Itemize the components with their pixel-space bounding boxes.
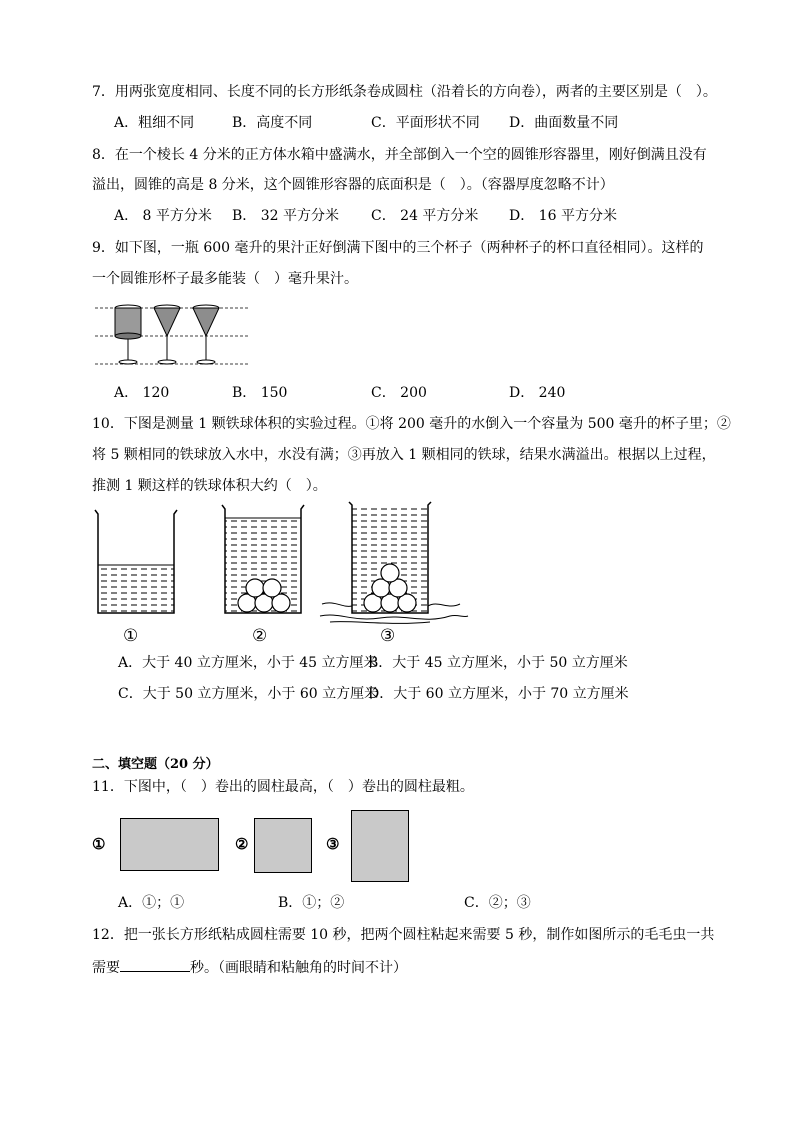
q9-cups-figure bbox=[95, 300, 255, 370]
q8-stem-line2: 溢出，圆锥的高是 8 分米，这个圆锥形容器的底面积是（ ）。（容器厚度忽略不计） bbox=[92, 177, 614, 193]
cylinder-cup-icon bbox=[115, 305, 141, 364]
q10-option-b[interactable]: B．大于 45 立方厘米，小于 50 立方厘米 bbox=[368, 655, 628, 671]
q11-option-b[interactable]: B．①；② bbox=[278, 895, 345, 911]
q11-option-a[interactable]: A．①；① bbox=[118, 895, 185, 911]
q8-option-a[interactable]: A． 8 平方分米 bbox=[114, 208, 212, 224]
cone-cup-icon bbox=[193, 305, 219, 364]
beaker-2-label: ② bbox=[252, 626, 268, 646]
rect-1-label: ① bbox=[92, 835, 106, 853]
q10-option-a[interactable]: A．大于 40 立方厘米，小于 45 立方厘米 bbox=[118, 655, 378, 671]
q8-option-b[interactable]: B． 32 平方分米 bbox=[232, 208, 340, 224]
q12-suffix: 秒。（画眼睛和粘触角的时间不计） bbox=[190, 960, 407, 976]
q9-option-c[interactable]: C． 200 bbox=[371, 385, 427, 401]
rectangle-1 bbox=[120, 818, 219, 871]
q10-stem-line1: 10．下图是测量 1 颗铁球体积的实验过程。①将 200 毫升的水倒入一个容量为 500 毫升的杯子里；② bbox=[92, 416, 731, 432]
beaker-1-icon bbox=[95, 510, 177, 613]
q7-option-c[interactable]: C．平面形状不同 bbox=[371, 115, 480, 131]
cone-cup-icon bbox=[154, 305, 180, 364]
q8-stem-line1: 8．在一个棱长 4 分米的正方体水箱中盛满水，并全部倒入一个空的圆锥形容器里，刚好倒满且没有 bbox=[92, 147, 707, 163]
q9-option-d[interactable]: D． 240 bbox=[509, 385, 566, 401]
q7-stem: 7．用两张宽度相同、长度不同的长方形纸条卷成圆柱（沿着长的方向卷），两者的主要区别是（ ）。 bbox=[92, 84, 717, 100]
rect-2-label: ② bbox=[235, 835, 249, 853]
q12-stem-line1: 12．把一张长方形纸粘成圆柱需要 10 秒，把两个圆柱粘起来需要 5 秒，制作如图所示的毛毛虫一共 bbox=[92, 927, 715, 943]
beaker-1-label: ① bbox=[123, 626, 139, 646]
q11-stem: 11．下图中，（ ）卷出的圆柱最高，（ ）卷出的圆柱最粗。 bbox=[92, 779, 474, 795]
q12-stem-line2 bbox=[92, 957, 407, 977]
q7-option-a[interactable]: A．粗细不同 bbox=[114, 115, 195, 131]
q10-option-d[interactable]: D．大于 60 立方厘米，小于 70 立方厘米 bbox=[368, 686, 629, 702]
q7-option-d[interactable]: D．曲面数量不同 bbox=[509, 115, 619, 131]
q10-stem-line3: 推测 1 颗这样的铁球体积大约（ ）。 bbox=[92, 478, 327, 494]
q10-stem-line2: 将 5 颗相同的铁球放入水中，水没有满；③再放入 1 颗相同的铁球，结果水满溢出。根据以上过程， bbox=[92, 447, 716, 463]
q9-stem-line1: 9．如下图，一瓶 600 毫升的果汁正好倒满下图中的三个杯子（两种杯子的杯口直径相同）。这样的 bbox=[92, 240, 704, 256]
q12-answer-blank[interactable] bbox=[120, 957, 190, 972]
section-heading: 二、填空题（20 分） bbox=[92, 757, 219, 772]
beaker-3-label: ③ bbox=[380, 626, 396, 646]
q8-option-d[interactable]: D． 16 平方分米 bbox=[509, 208, 617, 224]
rectangle-2 bbox=[254, 818, 312, 873]
rect-3-label: ③ bbox=[326, 835, 340, 853]
q10-option-c[interactable]: C．大于 50 立方厘米，小于 60 立方厘米 bbox=[118, 686, 379, 702]
beaker-2-icon bbox=[222, 505, 304, 613]
q10-beakers-figure bbox=[90, 500, 470, 625]
q9-option-b[interactable]: B． 150 bbox=[232, 385, 288, 401]
q11-option-c[interactable]: C．②；③ bbox=[464, 895, 531, 911]
q9-option-a[interactable]: A． 120 bbox=[114, 385, 170, 401]
rectangle-3 bbox=[351, 810, 409, 882]
q8-option-c[interactable]: C． 24 平方分米 bbox=[371, 208, 479, 224]
q7-option-b[interactable]: B．高度不同 bbox=[232, 115, 313, 131]
q12-prefix: 需要 bbox=[92, 960, 120, 976]
q9-stem-line2: 一个圆锥形杯子最多能装（ ）毫升果汁。 bbox=[92, 271, 358, 287]
beaker-3-icon bbox=[320, 502, 468, 623]
